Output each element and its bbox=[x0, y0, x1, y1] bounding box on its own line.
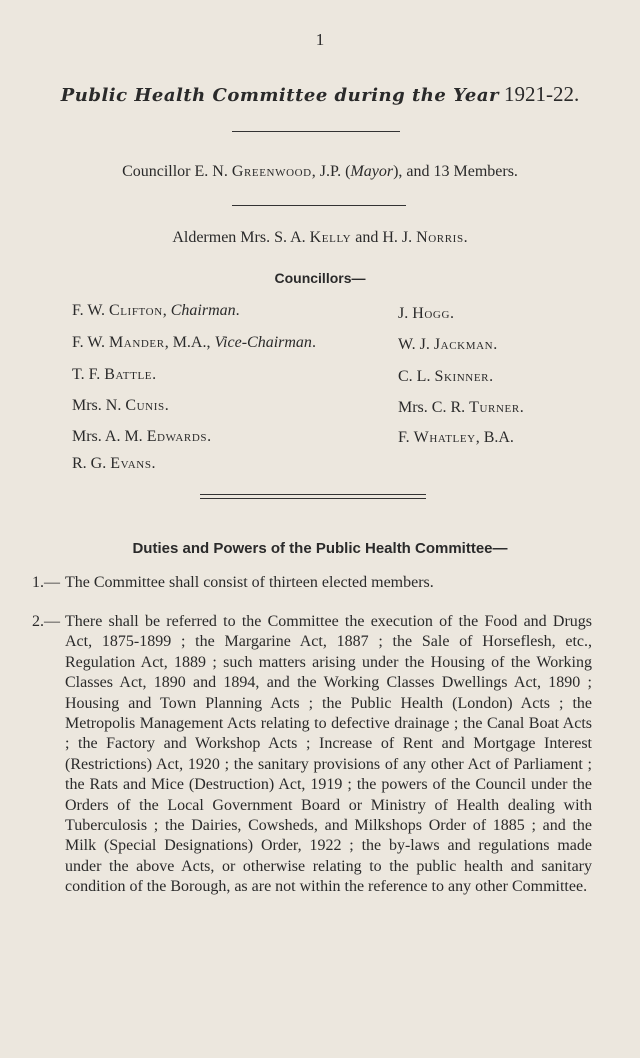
paragraph-2: 2.— There shall be referred to the Committee the execution of the Food and Drugs Act, 1875-1899 ; the Margarine Act, 1887 ; the Sale of Horseflesh, etc., Regulation Act, 1889 ; such matters arising under the Housing of the Working Classes Act, 1890 and 1894, and the Working Classes Dwellings Act, 1890 ; Housing and Town Planning Acts ; the Public Health (London) Acts ; the Metropolis Management Acts relating to defective drainage ; the Canal Boat Acts ; the Factory and Workshop Acts ; Increase of Rent and Mortgage Interest (Restrictions) Act, 1920 ; the sanitary provisions of any other Act of Parliament ; the Rats and Mice (Destruction) Act, 1919 ; the powers of the Council under the Orders of the Local Government Board or Ministry of Health dealing with Tuberculosis ; the Dairies, Cowsheds, and Milkshops Order of 1885 ; and the Milk (Special Designations) Order, 1922 ; the by-laws and regulations made under the above Acts, or otherwise relating to the public health and sanitary condition of the Borough, as are not within the reference to any other Committee. bbox=[32, 613, 592, 896]
duties-heading: Duties and Powers of the Public Health Committee— bbox=[132, 540, 508, 557]
councillor-left-3: T. F. Battle. bbox=[72, 366, 157, 383]
divider-middle bbox=[232, 205, 406, 206]
councillor-right-2: W. J. Jackman. bbox=[398, 336, 498, 353]
councillors-heading: Councillors— bbox=[274, 270, 366, 286]
councillor-left-6: R. G. Evans. bbox=[72, 455, 156, 472]
double-divider-top bbox=[200, 494, 426, 495]
aldermen-line: Aldermen Mrs. S. A. Kelly and H. J. Norris. bbox=[172, 229, 468, 246]
councillor-left-2: F. W. Mander, M.A., Vice-Chairman. bbox=[72, 334, 316, 351]
title-text: Public Health Committee during the Year bbox=[60, 85, 499, 106]
chairman-surname: Greenwood bbox=[231, 163, 312, 180]
double-divider-bottom bbox=[200, 498, 426, 499]
councillor-right-1: J. Hogg. bbox=[398, 305, 455, 322]
councillor-right-3: C. L. Skinner. bbox=[398, 368, 494, 385]
councillor-right-5: F. Whatley, B.A. bbox=[398, 429, 514, 446]
divider-top bbox=[232, 131, 400, 132]
paragraph-1: 1.— The Committee shall consist of thirteen elected members. bbox=[32, 574, 434, 591]
page-number: 1 bbox=[315, 30, 325, 49]
councillor-right-4: Mrs. C. R. Turner. bbox=[398, 399, 524, 416]
title-year: 1921-22. bbox=[504, 82, 580, 106]
page-title bbox=[0, 82, 640, 107]
councillor-left-4: Mrs. N. Cunis. bbox=[72, 397, 169, 414]
councillor-left-1: F. W. Clifton, Chairman. bbox=[72, 302, 240, 319]
chairman-line: Councillor E. N. Greenwood, J.P. (Mayor), and 13 Members. bbox=[122, 163, 518, 180]
councillor-left-5: Mrs. A. M. Edwards. bbox=[72, 428, 212, 445]
